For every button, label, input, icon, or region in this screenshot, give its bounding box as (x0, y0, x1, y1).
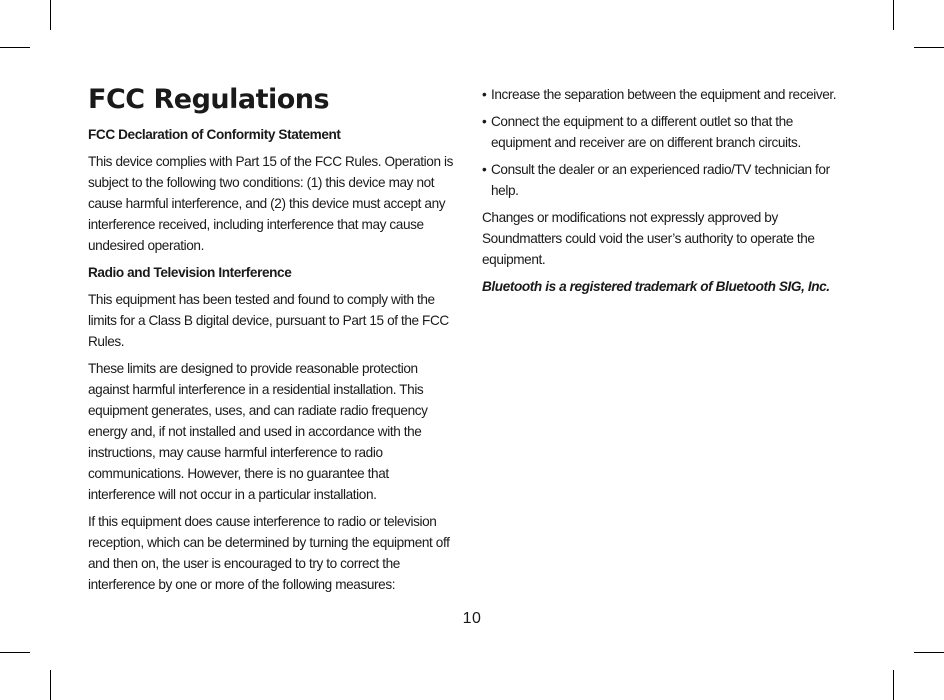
paragraph: If this equipment does cause interference to radio or television reception, which can be determined by turning the equipment off and then on, the user is encouraged to try to correct the interference by one or more of the following measures: (88, 514, 450, 592)
page-title: FCC Regulations (88, 84, 330, 115)
page-number: 10 (462, 610, 482, 627)
list-item (482, 84, 852, 105)
list-item-text: Increase the separation between the equipment and receiver. (491, 87, 837, 102)
list-item (482, 111, 852, 153)
crop-mark (50, 0, 51, 30)
crop-mark (914, 652, 944, 653)
crop-mark (0, 652, 30, 653)
paragraph: Changes or modifications not expressly approved by Soundmatters could void the user’s authority to operate the equipment. (482, 210, 815, 267)
crop-mark (50, 670, 51, 700)
section-heading-conformity: FCC Declaration of Conformity Statement (88, 127, 341, 142)
crop-mark (914, 47, 944, 48)
list-item-text: Consult the dealer or an experienced radio/TV technician for help. (491, 162, 830, 198)
paragraph: This equipment has been tested and found to comply with the limits for a Class B digital device, pursuant to Part 15 of the FCC Rules. (88, 292, 449, 349)
crop-mark (893, 0, 894, 30)
section-heading-interference: Radio and Television Interference (88, 265, 292, 280)
right-column (482, 84, 852, 303)
bullet-marker: • (482, 87, 487, 102)
paragraph: This device complies with Part 15 of the FCC Rules. Operation is subject to the following two conditions: (1) this device may not cause harmful interference, and (2) this device must accept any interference received, including interference that may cause undesired operation. (88, 154, 454, 253)
bullet-marker: • (482, 114, 487, 129)
bullet-marker: • (482, 162, 487, 177)
trademark-notice: Bluetooth is a registered trademark of Bluetooth SIG, Inc. (482, 279, 830, 294)
paragraph: These limits are designed to provide reasonable protection against harmful interference in a residential installation. This equipment generates, uses, and can radiate radio frequency energy and, if not installed and used in accordance with the instructions, may cause harmful interference to radio communications. However, there is no guarantee that interference will not occur in a particular installation. (88, 361, 428, 502)
list-item-text: Connect the equipment to a different outlet so that the equipment and receiver are on different branch circuits. (491, 114, 801, 150)
left-column (88, 84, 454, 601)
crop-mark (893, 670, 894, 700)
crop-mark (0, 47, 30, 48)
list-item (482, 159, 852, 201)
